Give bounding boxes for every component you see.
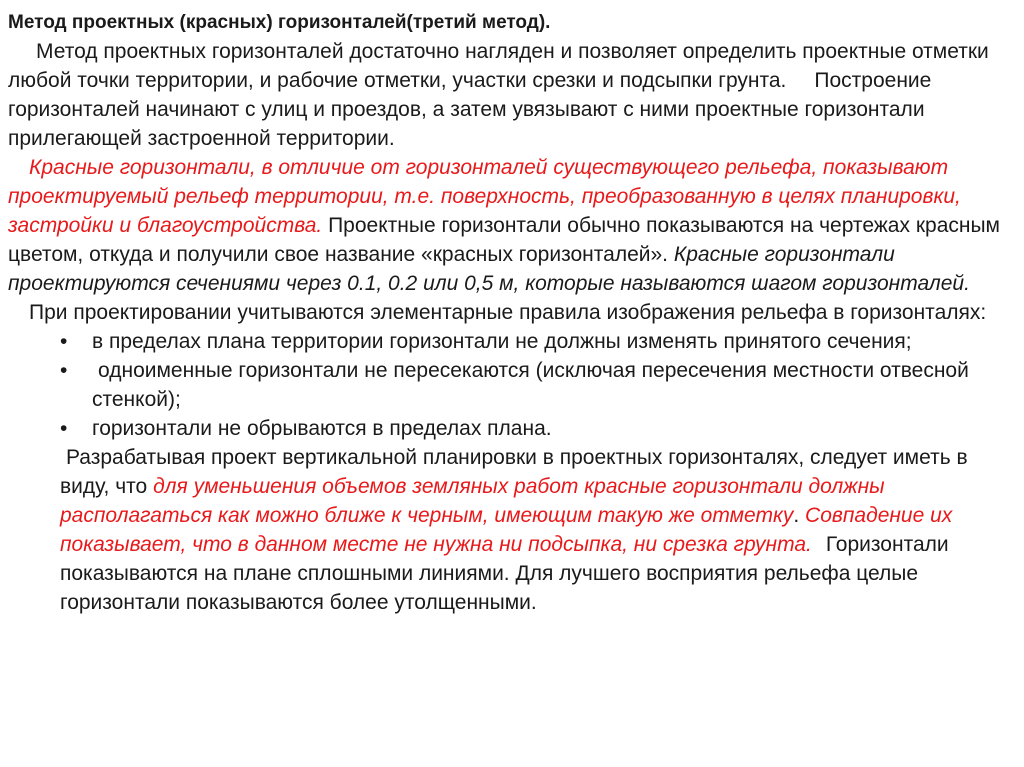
list-item-text: горизонтали не обрываются в пределах плана. [92, 417, 552, 440]
paragraph-planning [8, 443, 1012, 617]
red-contours-naming: Проектные горизонтали обычно показываются на чертежах красным цветом, откуда и получили свое название «красных горизонталей». [8, 214, 1000, 266]
paragraph-method-description [8, 37, 1012, 153]
list-item [8, 414, 1012, 443]
paragraph-red-contours [8, 153, 1012, 298]
list-item-text: в пределах плана территории горизонтали не должны изменять принятого сечения; [92, 330, 912, 353]
slide-title: Метод проектных (красных) горизонталей(третий метод). [8, 12, 551, 33]
planning-red-rule: для уменьшения объемов земляных работ красные горизонтали должны располагаться как можно ближе к черным, имеющим такую же отметку [60, 475, 885, 527]
paragraph-rules-intro [8, 298, 1012, 327]
planning-display-text: Горизонтали показываются на плане сплошными линиями. Для лучшего восприятия рельефа целые горизонтали показываются более утолщенными. [60, 533, 949, 614]
bullet-icon: • [60, 330, 68, 353]
bullet-icon: • [60, 359, 68, 382]
red-contours-step: Красные горизонтали проектируются сечениями через 0.1, 0.2 или 0,5 м, которые называются шагом горизонталей. [8, 243, 970, 295]
slide-content [8, 8, 1012, 617]
bullet-icon: • [60, 417, 68, 440]
planning-intro: Разрабатывая проект вертикальной планировки в проектных горизонталях, следует иметь в виду, что [60, 446, 968, 498]
red-contours-definition: Красные горизонтали, в отличие от горизонталей существующего рельефа, показывают проектируемый рельеф территории, т.е. поверхность, преобразованную в целях планировки, застройки и благоустройства. [8, 156, 961, 237]
list-item-text: одноименные горизонтали не пересекаются (исключая пересечения местности отвесной стенкой); [92, 359, 969, 411]
rules-intro-text: При проектировании учитываются элементарные правила изображения рельефа в горизонталях: [29, 301, 987, 324]
planning-red-coincidence: Совпадение их показывает, что в данном месте не нужна ни подсыпка, ни срезка грунта. [60, 504, 953, 556]
list-item [8, 327, 1012, 356]
list-item [8, 356, 1012, 414]
paragraph-construction-text: Построение горизонталей начинают с улиц и проездов, а затем увязывают с ними проектные горизонтали прилегающей застроенной территории. [8, 69, 932, 150]
rules-list [8, 327, 1012, 443]
paragraph-method-text: Метод проектных горизонталей достаточно нагляден и позволяет определить проектные отметки любой точки территории, и рабочие отметки, участки срезки и подсыпки грунта. [8, 40, 989, 92]
planning-dot: . [793, 504, 800, 527]
